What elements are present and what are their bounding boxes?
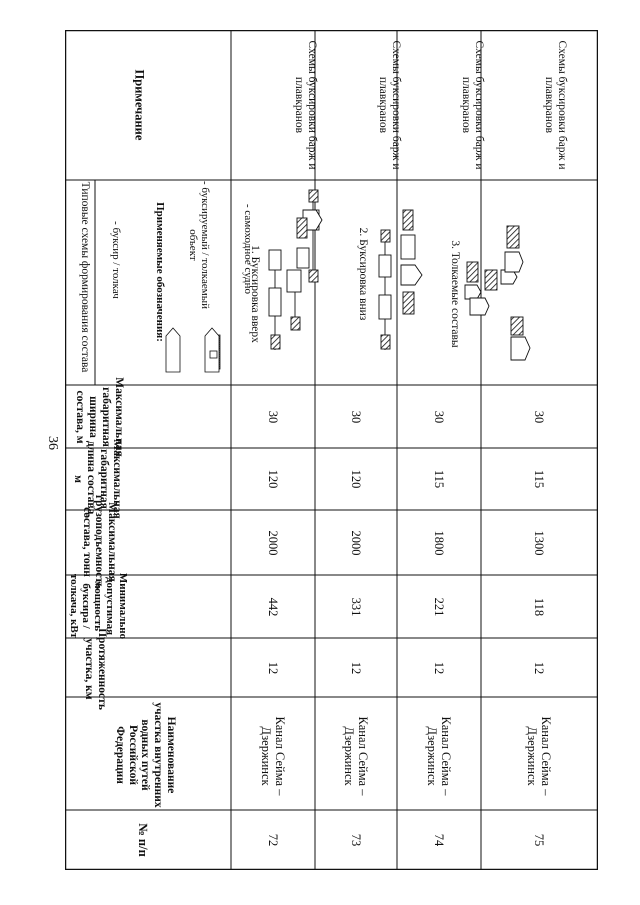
width-cell: 30	[432, 410, 446, 424]
power-cell: 442	[266, 597, 280, 617]
legend-title: Применяемые обозначения:	[154, 202, 167, 342]
name-cell: Канал Сейма – Дзержинск	[259, 716, 287, 796]
num-cell: 73	[349, 833, 363, 847]
note-cell: Схемы буксировки барж и плавкранов	[293, 40, 318, 170]
width-cell: 30	[349, 410, 363, 424]
length-cell: 115	[532, 469, 546, 489]
num-cell: 75	[532, 833, 546, 847]
legend-self-propelled-house	[210, 351, 217, 358]
header-name: Наименование участка внутренних водных путей Российской Федерации	[113, 702, 178, 808]
header-num: № п/п	[136, 823, 150, 857]
power-cell: 118	[532, 597, 546, 617]
legend-towed: - буксируемый / толкаемый объект	[187, 180, 212, 309]
header-length: Протяженность участка, км	[83, 628, 108, 710]
header-schemes: Типовые схемы формирования состава	[79, 181, 92, 373]
page-number: 36	[45, 436, 60, 450]
header-power: Минимально допустимая мощность буксира / толкача, кВт	[67, 572, 129, 640]
length-cell: 115	[432, 469, 446, 489]
length-cell: 120	[266, 469, 280, 489]
length-cell: 120	[349, 469, 363, 489]
scheme-upstream-diagram	[269, 190, 322, 350]
num-cell: 74	[432, 833, 446, 847]
name-cell: Канал Сейма – Дзержинск	[342, 716, 370, 796]
legend-tug: - буксир / толкач	[110, 221, 123, 299]
note-cell: Схемы буксировки барж и плавкранов	[377, 40, 402, 170]
scheme-pushed-label: 3. Толкаемые составы	[449, 240, 462, 348]
width-cell: 30	[532, 410, 546, 424]
scheme-downstream-diagram	[379, 210, 422, 350]
scheme-upstream-label: 1. Буксировка вверх	[249, 245, 262, 343]
header-max-width: Максимальная габаритная ширина состава, м	[74, 377, 125, 457]
header-capacity: Максимальная грузоподъемность состава, тонн	[80, 494, 119, 590]
num-cell: 72	[266, 833, 280, 847]
scheme-pushed-diagram	[465, 226, 530, 360]
power-cell: 331	[349, 597, 363, 617]
note-cell: Схемы буксировки барж и плавкранов	[460, 40, 485, 170]
km-cell: 12	[532, 661, 546, 675]
capacity-cell: 2000	[349, 530, 363, 556]
name-cell: Канал Сейма – Дзержинск	[425, 716, 453, 796]
width-cell: 30	[266, 410, 280, 424]
name-cell: Канал Сейма – Дзержинск	[525, 716, 553, 796]
header-max-length: Максимальная габаритная длина состава, м	[72, 439, 123, 519]
legend-self-propelled: - самоходное судно	[242, 203, 255, 295]
capacity-cell: 1800	[432, 530, 446, 556]
capacity-cell: 1300	[532, 530, 546, 556]
km-cell: 12	[432, 661, 446, 675]
km-cell: 12	[266, 661, 280, 675]
rotated-table	[65, 30, 598, 870]
power-cell: 221	[432, 597, 446, 617]
capacity-cell: 2000	[266, 530, 280, 556]
scheme-downstream-label: 2. Буксировка вниз	[357, 227, 370, 321]
header-note: Примечание	[132, 69, 147, 141]
note-cell: Схемы буксировки барж и плавкранов	[543, 40, 568, 170]
km-cell: 12	[349, 661, 363, 675]
legend-self-propelled-symbol	[205, 328, 219, 372]
